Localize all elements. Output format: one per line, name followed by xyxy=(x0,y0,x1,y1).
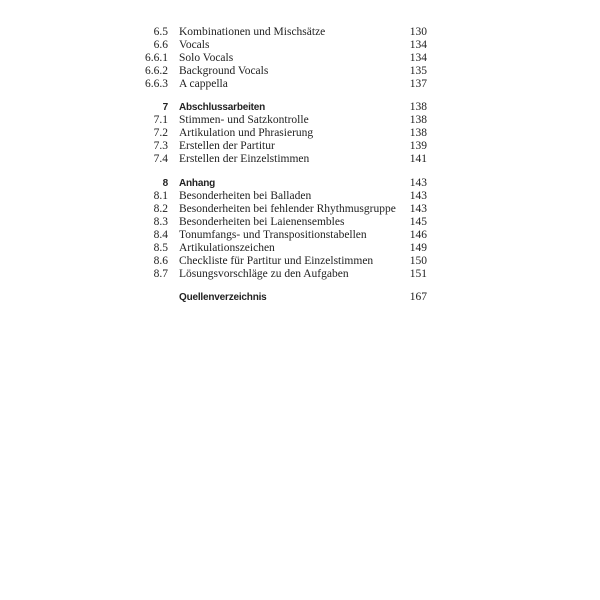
section-title: Erstellen der Partitur xyxy=(179,140,275,152)
section-number: 7.2 xyxy=(153,127,168,139)
section-number: 8.2 xyxy=(153,203,168,215)
section-title: Vocals xyxy=(179,39,210,51)
section-title: Erstellen der Einzelstimmen xyxy=(179,153,310,165)
section-title: A cappella xyxy=(179,78,228,90)
chapter-title: Quellenverzeichnis xyxy=(179,292,267,303)
chapter-title: Abschlussarbeiten xyxy=(179,102,266,113)
section-number: 6.6.1 xyxy=(145,52,168,64)
toc-entry-7-1 xyxy=(0,114,600,127)
section-number: 8.7 xyxy=(153,268,168,280)
page-number: 146 xyxy=(409,229,427,241)
section-number: 7.1 xyxy=(153,114,168,126)
page-number: 143 xyxy=(409,190,427,202)
section-title: Solo Vocals xyxy=(179,52,234,64)
page-number: 138 xyxy=(409,127,427,139)
toc-entry-8-7 xyxy=(0,268,600,281)
section-number: 6.6 xyxy=(153,39,168,51)
section-title: Lösungsvorschläge zu den Aufgaben xyxy=(179,268,349,280)
section-number: 8.6 xyxy=(153,255,168,267)
toc-entry-6-6-1 xyxy=(0,52,600,65)
page-number: 135 xyxy=(409,65,427,77)
section-number: 7.3 xyxy=(153,140,168,152)
page-number: 134 xyxy=(409,39,427,51)
section-title: Tonumfangs- und Transpositionstabellen xyxy=(179,229,367,241)
section-number: 8.3 xyxy=(153,216,168,228)
page-number: 130 xyxy=(409,26,427,38)
toc-entry-6-6 xyxy=(0,39,600,52)
toc-entry-7-4 xyxy=(0,153,600,166)
page-number: 145 xyxy=(409,216,427,228)
toc-entry-6-5 xyxy=(0,26,600,39)
chapter-number: 8 xyxy=(162,178,168,189)
page-number: 151 xyxy=(409,268,427,280)
page-number: 150 xyxy=(409,255,427,267)
page-number: 143 xyxy=(409,203,427,215)
section-number: 6.6.3 xyxy=(145,78,168,90)
chapter-number: 7 xyxy=(162,102,168,113)
section-title: Background Vocals xyxy=(179,65,269,77)
section-title: Besonderheiten bei Balladen xyxy=(179,190,312,202)
toc-chapter-8 xyxy=(0,177,600,190)
toc-entry-7-2 xyxy=(0,127,600,140)
section-title: Artikulationszeichen xyxy=(179,242,275,254)
section-title: Besonderheiten bei Laienensembles xyxy=(179,216,345,228)
section-title: Checkliste für Partitur und Einzelstimmen xyxy=(179,255,374,267)
section-number: 6.5 xyxy=(153,26,168,38)
section-title: Kombinationen und Mischsätze xyxy=(179,26,326,38)
section-title: Besonderheiten bei fehlender Rhythmusgruppe xyxy=(179,203,396,215)
page-number: 134 xyxy=(409,52,427,64)
section-title: Artikulation und Phrasierung xyxy=(179,127,314,139)
page-number: 138 xyxy=(409,114,427,126)
page-number: 143 xyxy=(409,177,427,189)
page-number: 141 xyxy=(409,153,427,165)
toc-entry-8-6 xyxy=(0,255,600,268)
toc-entry-6-6-3 xyxy=(0,78,600,91)
section-title: Stimmen- und Satzkontrolle xyxy=(179,114,309,126)
section-number: 8.1 xyxy=(153,190,168,202)
section-number: 6.6.2 xyxy=(145,65,168,77)
toc-bibliography xyxy=(0,291,600,304)
toc-entry-8-5 xyxy=(0,242,600,255)
page-number: 167 xyxy=(409,291,427,303)
toc-entry-8-1 xyxy=(0,190,600,203)
page-number: 137 xyxy=(409,78,427,90)
section-number: 7.4 xyxy=(153,153,168,165)
section-number: 8.4 xyxy=(153,229,168,241)
toc-entry-6-6-2 xyxy=(0,65,600,78)
page-number: 149 xyxy=(409,242,427,254)
chapter-title: Anhang xyxy=(179,178,216,189)
page-number: 139 xyxy=(409,140,427,152)
page-number: 138 xyxy=(409,101,427,113)
toc-entry-8-4 xyxy=(0,229,600,242)
toc-entry-8-3 xyxy=(0,216,600,229)
section-number: 8.5 xyxy=(153,242,168,254)
toc-entry-8-2 xyxy=(0,203,600,216)
toc-entry-7-3 xyxy=(0,140,600,153)
toc-chapter-7 xyxy=(0,101,600,114)
